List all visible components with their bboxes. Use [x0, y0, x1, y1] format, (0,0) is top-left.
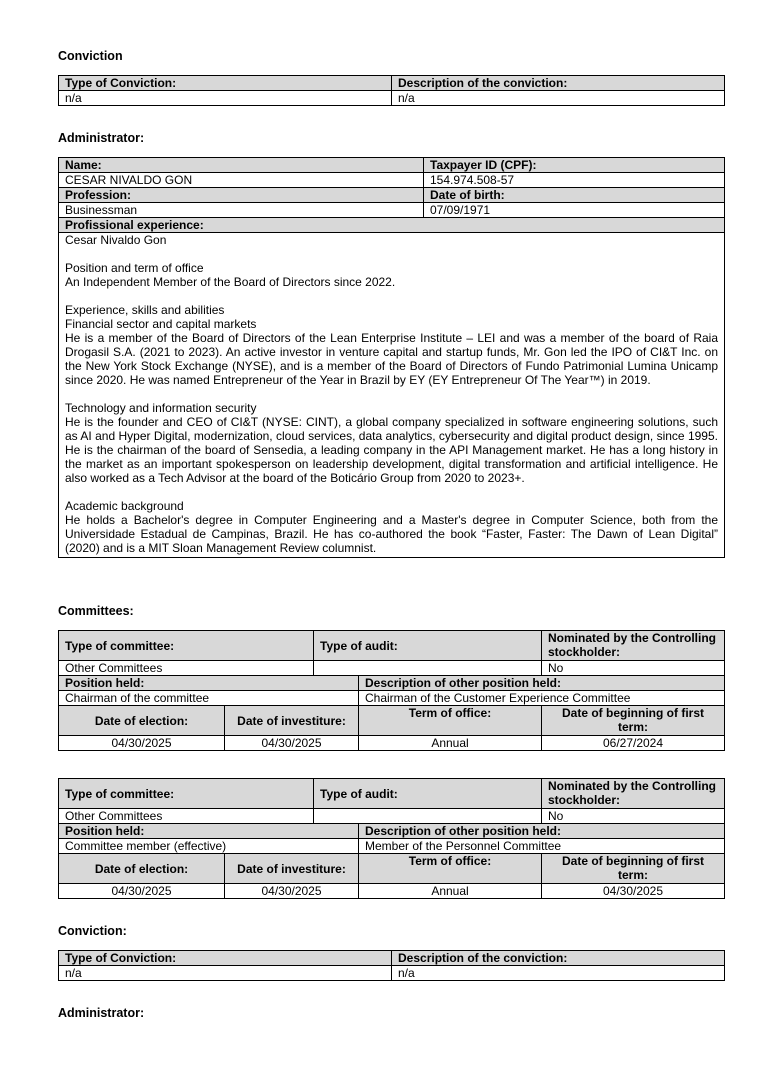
nominated-label: Nominated by the Controlling stockholder: — [542, 631, 725, 661]
tech-section — [65, 401, 718, 485]
committee-table-2 — [58, 778, 725, 899]
date-investiture-label: Date of investiture: — [225, 854, 359, 884]
tech-title: Technology and information security — [65, 401, 257, 415]
conviction-desc-label: Description of the conviction: — [392, 76, 725, 91]
date-first-term-value: 04/30/2025 — [542, 884, 725, 899]
administrator-heading-2: Administrator: — [58, 1006, 145, 1020]
conviction-table-2 — [58, 950, 725, 981]
committee-table-1 — [58, 630, 725, 751]
type-committee-value: Other Committees — [59, 661, 314, 676]
conviction-heading-2: Conviction: — [58, 924, 127, 938]
type-audit-value — [314, 809, 542, 824]
desc-other-value: Member of the Personnel Committee — [359, 839, 725, 854]
dob-value: 07/09/1971 — [424, 203, 725, 218]
conviction-type-value: n/a — [59, 966, 392, 981]
type-committee-label: Type of committee: — [59, 631, 314, 661]
desc-other-value: Chairman of the Customer Experience Committee — [359, 691, 725, 706]
skills-section — [65, 303, 718, 387]
profession-label: Profession: — [59, 188, 424, 203]
date-election-value: 04/30/2025 — [59, 736, 225, 751]
skills-title: Experience, skills and abilities — [65, 303, 225, 317]
term-office-label: Term of office: — [359, 706, 542, 736]
conviction-desc-value: n/a — [392, 966, 725, 981]
experience-name: Cesar Nivaldo Gon — [65, 233, 167, 247]
conviction-desc-label: Description of the conviction: — [392, 951, 725, 966]
academic-text: He holds a Bachelor's degree in Computer Engineering and a Master's degree in Computer Science, both from the Universidade Estadual de Campinas, Brazil. He has co-authored the book “Faster, Faster: The Dawn of Lean Digital” (2020) and is a MIT Sloan Management Review columnist. — [65, 513, 718, 555]
nominated-value: No — [542, 661, 725, 676]
position-held-label: Position held: — [59, 824, 359, 839]
term-office-label: Term of office: — [359, 854, 542, 884]
position-title: Position and term of office — [65, 261, 204, 275]
term-office-value: Annual — [359, 884, 542, 899]
term-office-value: Annual — [359, 736, 542, 751]
position-held-label: Position held: — [59, 676, 359, 691]
dob-label: Date of birth: — [424, 188, 725, 203]
position-section — [65, 261, 718, 289]
name-label: Name: — [59, 158, 424, 173]
type-committee-value: Other Committees — [59, 809, 314, 824]
type-committee-label: Type of committee: — [59, 779, 314, 809]
date-election-label: Date of election: — [59, 854, 225, 884]
desc-other-label: Description of other position held: — [359, 676, 725, 691]
position-held-value: Committee member (effective) — [59, 839, 359, 854]
experience-label: Profissional experience: — [59, 218, 725, 233]
type-audit-label: Type of audit: — [314, 779, 542, 809]
conviction-type-label: Type of Conviction: — [59, 951, 392, 966]
administrator-table — [58, 157, 725, 558]
type-audit-label: Type of audit: — [314, 631, 542, 661]
date-election-value: 04/30/2025 — [59, 884, 225, 899]
academic-title: Academic background — [65, 499, 184, 513]
administrator-heading: Administrator: — [58, 131, 145, 145]
date-investiture-label: Date of investiture: — [225, 706, 359, 736]
cpf-label: Taxpayer ID (CPF): — [424, 158, 725, 173]
cpf-value: 154.974.508-57 — [424, 173, 725, 188]
type-audit-value — [314, 661, 542, 676]
profession-value: Businessman — [59, 203, 424, 218]
date-election-label: Date of election: — [59, 706, 225, 736]
financial-text: He is a member of the Board of Directors of the Lean Enterprise Institute – LEI and was a member of the board of Raia Drogasil S.A. (2021 to 2023). An active investor in venture capital and startup funds, Mr. Gon led the IPO of CI&T Inc. on the New York Stock Exchange (NYSE), and is a member of the Board of Directors of Fundo Patrimonial Lumina Unicamp since 2020. He was named Entrepreneur of the Year in Brazil by EY (EY Entrepreneur Of The Year™) in 2019. — [65, 331, 718, 387]
experience-text — [59, 233, 725, 558]
conviction-table — [58, 75, 725, 106]
date-first-term-label: Date of beginning of first term: — [542, 706, 725, 736]
conviction-type-value: n/a — [59, 91, 392, 106]
academic-section — [65, 499, 718, 555]
date-first-term-value: 06/27/2024 — [542, 736, 725, 751]
date-investiture-value: 04/30/2025 — [225, 884, 359, 899]
date-first-term-label: Date of beginning of first term: — [542, 854, 725, 884]
conviction-desc-value: n/a — [392, 91, 725, 106]
conviction-type-label: Type of Conviction: — [59, 76, 392, 91]
name-value: CESAR NIVALDO GON — [59, 173, 424, 188]
position-text: An Independent Member of the Board of Directors since 2022. — [65, 275, 396, 289]
financial-title: Financial sector and capital markets — [65, 317, 257, 331]
nominated-value: No — [542, 809, 725, 824]
tech-text: He is the founder and CEO of CI&T (NYSE: CINT), a global company specialized in software engineering solutions, such as AI and Hyper Digital, modernization, cloud services, data analytics, cybersecurity and digital product design, since 1995. He is the chairman of the board of Sensedia, a leading company in the API Management market. He has a long history in the market as an important spokesperson on leadership development, digital transformation and artificial intelligence. He also worked as a Tech Advisor at the board of the Boticário Group from 2020 to 2023+. — [65, 415, 718, 485]
position-held-value: Chairman of the committee — [59, 691, 359, 706]
committees-heading: Committees: — [58, 604, 134, 618]
nominated-label: Nominated by the Controlling stockholder: — [542, 779, 725, 809]
desc-other-label: Description of other position held: — [359, 824, 725, 839]
conviction-heading: Conviction — [58, 49, 123, 63]
date-investiture-value: 04/30/2025 — [225, 736, 359, 751]
